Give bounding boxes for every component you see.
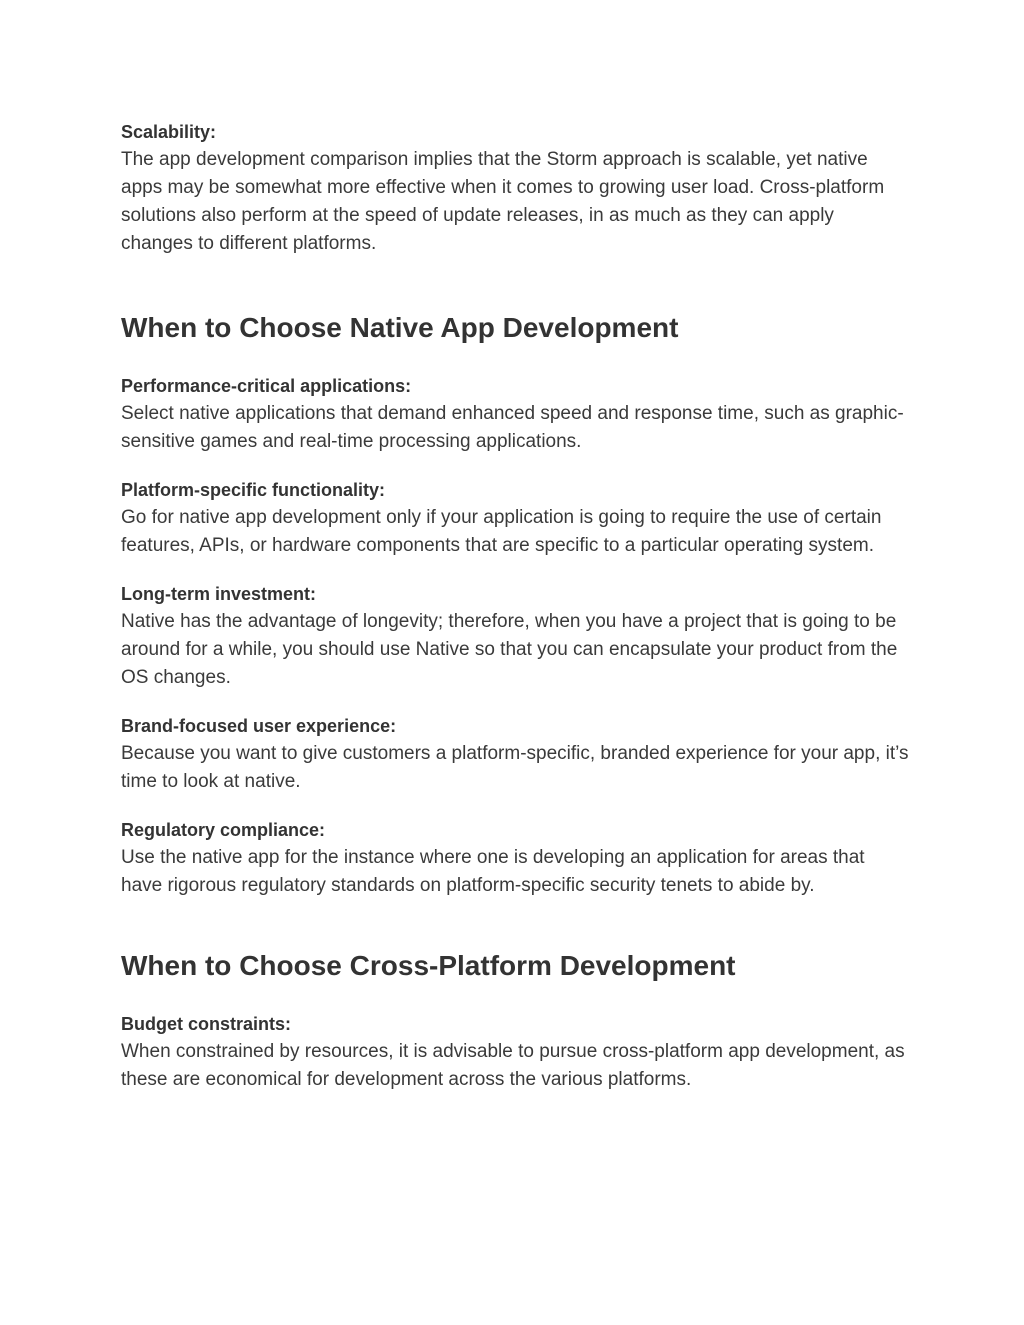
- item-label: Regulatory compliance:: [121, 820, 326, 840]
- native-item-regulatory: [121, 816, 911, 900]
- native-section-heading: When to Choose Native App Development: [121, 312, 679, 343]
- item-text: Native has the advantage of longevity; therefore, when you have a project that is going to be around for a while, you should use Native so that you can encapsulate your product from the OS changes.: [121, 611, 898, 688]
- item-text: Use the native app for the instance where one is developing an application for areas that have rigorous regulatory standards on platform-specific security tenets to abide by.: [121, 847, 865, 896]
- item-label: Performance-critical applications:: [121, 376, 412, 396]
- item-text: When constrained by resources, it is advisable to pursue cross-platform app development, as these are economical for development across the various platforms.: [121, 1041, 905, 1090]
- scalability-block: [121, 118, 911, 258]
- item-label: Platform-specific functionality:: [121, 480, 386, 500]
- item-text: Because you want to give customers a platform-specific, branded experience for your app, it’s time to look at native.: [121, 743, 909, 792]
- native-item-performance: [121, 372, 911, 456]
- item-text: Go for native app development only if your application is going to require the use of certain features, APIs, or hardware components that are specific to a particular operating system.: [121, 507, 882, 556]
- native-item-platform-specific: [121, 476, 911, 560]
- item-text: Select native applications that demand enhanced speed and response time, such as graphic-sensitive games and real-time processing applications.: [121, 403, 904, 452]
- item-label: Long-term investment:: [121, 584, 317, 604]
- item-label: Budget constraints:: [121, 1014, 292, 1034]
- scalability-text: The app development comparison implies that the Storm approach is scalable, yet native apps may be somewhat more effective when it comes to growing user load. Cross-platform solutions also perform at the speed of update releases, in as much as they can apply changes to different platforms.: [121, 149, 885, 254]
- native-item-brand: [121, 712, 911, 796]
- cross-section-heading: When to Choose Cross-Platform Development: [121, 950, 736, 981]
- native-item-long-term: [121, 580, 911, 692]
- item-label: Brand-focused user experience:: [121, 716, 397, 736]
- document-page: [121, 118, 911, 1114]
- scalability-label: Scalability:: [121, 122, 217, 142]
- cross-item-budget: [121, 1010, 911, 1094]
